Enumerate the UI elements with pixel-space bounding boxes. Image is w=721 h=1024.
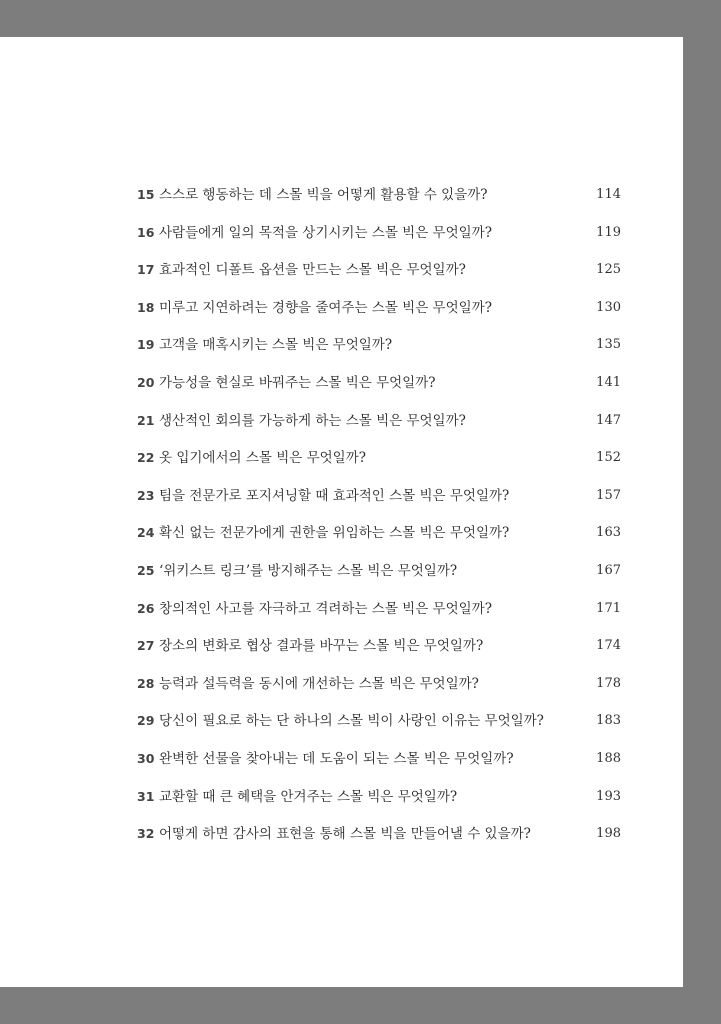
chapter-number: 17	[137, 262, 155, 278]
chapter-number: 32	[137, 826, 155, 842]
page-number: 119	[596, 224, 621, 240]
toc-entry	[137, 712, 621, 750]
toc-entry	[137, 299, 621, 337]
toc-entry	[137, 449, 621, 487]
page-number: 147	[596, 412, 621, 428]
chapter-title: 가능성을 현실로 바꿔주는 스몰 빅은 무엇일까?	[159, 374, 436, 391]
page-number: 135	[596, 337, 621, 353]
page-number: 141	[596, 374, 621, 390]
page-number: 174	[596, 638, 621, 654]
chapter-number: 19	[137, 337, 155, 353]
chapter-number: 24	[137, 525, 155, 541]
chapter-title: 창의적인 사고를 자극하고 격려하는 스몰 빅은 무엇일까?	[159, 600, 492, 617]
page-number: 171	[596, 600, 621, 616]
toc-entry	[137, 412, 621, 450]
chapter-number: 18	[137, 299, 155, 315]
chapter-title: 고객을 매혹시키는 스몰 빅은 무엇일까?	[159, 337, 393, 354]
toc-entry	[137, 600, 621, 638]
chapter-title: ‘위키스트 링크’를 방지해주는 스몰 빅은 무엇일까?	[159, 562, 458, 579]
chapter-number: 23	[137, 487, 155, 503]
page-number: 198	[596, 826, 621, 842]
chapter-title: 어떻게 하면 감사의 표현을 통해 스몰 빅을 만들어낼 수 있을까?	[159, 826, 531, 843]
chapter-number: 25	[137, 562, 155, 578]
chapter-title: 효과적인 디폴트 옵션을 만드는 스몰 빅은 무엇일까?	[159, 262, 466, 279]
page-number: 178	[596, 675, 621, 691]
chapter-title: 당신이 필요로 하는 단 하나의 스몰 빅이 사랑인 이유는 무엇일까?	[159, 713, 544, 730]
page-number: 163	[596, 525, 621, 541]
page-number: 152	[596, 450, 621, 466]
chapter-number: 30	[137, 750, 155, 766]
chapter-title: 사람들에게 일의 목적을 상기시키는 스몰 빅은 무엇일까?	[159, 224, 492, 241]
chapter-number: 16	[137, 224, 155, 240]
chapter-number: 27	[137, 638, 155, 654]
toc-entry	[137, 261, 621, 299]
chapter-number: 20	[137, 374, 155, 390]
toc-entry	[137, 487, 621, 525]
toc-entry	[137, 788, 621, 826]
page-number: 183	[596, 713, 621, 729]
toc-entry	[137, 336, 621, 374]
page-number: 114	[596, 187, 621, 202]
toc-entry	[137, 524, 621, 562]
page-number: 167	[596, 562, 621, 578]
table-of-contents	[137, 186, 621, 863]
chapter-title: 스스로 행동하는 데 스몰 빅을 어떻게 활용할 수 있을까?	[159, 187, 488, 203]
chapter-title: 완벽한 선물을 찾아내는 데 도움이 되는 스몰 빅은 무엇일까?	[159, 750, 514, 767]
page-number: 130	[596, 299, 621, 315]
chapter-title: 교환할 때 큰 혜택을 안겨주는 스몰 빅은 무엇일까?	[159, 788, 458, 805]
chapter-title: 장소의 변화로 협상 결과를 바꾸는 스몰 빅은 무엇일까?	[159, 638, 484, 655]
page-number: 188	[596, 750, 621, 766]
toc-entry	[137, 637, 621, 675]
page-number: 193	[596, 788, 621, 804]
toc-entry	[137, 675, 621, 713]
chapter-number: 22	[137, 450, 155, 466]
page-number: 157	[596, 487, 621, 503]
chapter-title: 옷 입기에서의 스몰 빅은 무엇일까?	[159, 450, 366, 467]
toc-entry	[137, 224, 621, 262]
toc-entry	[137, 825, 621, 863]
chapter-number: 21	[137, 412, 155, 428]
chapter-title: 생산적인 회의를 가능하게 하는 스몰 빅은 무엇일까?	[159, 412, 466, 429]
page-number: 125	[596, 262, 621, 278]
chapter-title: 확신 없는 전문가에게 권한을 위임하는 스몰 빅은 무엇일까?	[159, 525, 510, 542]
chapter-number: 26	[137, 600, 155, 616]
book-page	[0, 37, 683, 987]
chapter-number: 28	[137, 675, 155, 691]
chapter-title: 미루고 지연하려는 경향을 줄여주는 스몰 빅은 무엇일까?	[159, 299, 492, 316]
chapter-title: 팀을 전문가로 포지셔닝할 때 효과적인 스몰 빅은 무엇일까?	[159, 487, 510, 504]
chapter-title: 능력과 설득력을 동시에 개선하는 스몰 빅은 무엇일까?	[159, 675, 479, 692]
toc-entry	[137, 374, 621, 412]
toc-entry	[137, 750, 621, 788]
chapter-number: 15	[137, 187, 155, 202]
toc-entry	[137, 186, 621, 224]
toc-entry	[137, 562, 621, 600]
chapter-number: 29	[137, 713, 155, 729]
chapter-number: 31	[137, 788, 155, 804]
